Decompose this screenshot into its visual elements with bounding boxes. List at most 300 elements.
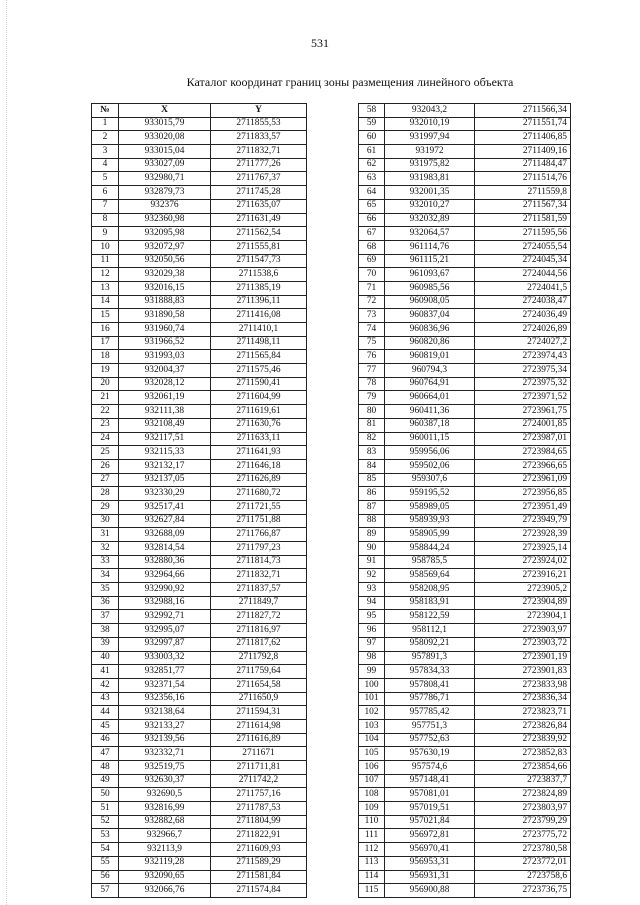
- coord-x: 933020,08: [119, 131, 211, 145]
- point-number: 101: [359, 692, 385, 706]
- coord-x: 932879,73: [119, 186, 211, 200]
- coord-x: 932139,56: [119, 733, 211, 747]
- point-number: 89: [359, 528, 385, 542]
- coord-x: 931966,52: [119, 336, 211, 350]
- coord-y: 2711595,56: [475, 227, 571, 241]
- coord-y: 2723971,52: [475, 391, 571, 405]
- table-row: [359, 610, 571, 624]
- coord-x: 932630,37: [119, 774, 211, 788]
- point-number: 36: [92, 596, 119, 610]
- coord-x: 957019,51: [385, 802, 475, 816]
- point-number: 86: [359, 487, 385, 501]
- table-row: [359, 309, 571, 323]
- coord-y: 2711711,81: [211, 761, 307, 775]
- table-row: [92, 281, 307, 295]
- coord-y: 2711631,49: [211, 213, 307, 227]
- point-number: 50: [92, 788, 119, 802]
- coord-x: 958092,21: [385, 637, 475, 651]
- table-row: [359, 856, 571, 870]
- point-number: 79: [359, 391, 385, 405]
- coord-y: 2711721,55: [211, 500, 307, 514]
- table-row: [359, 172, 571, 186]
- coord-x: 932995,07: [119, 624, 211, 638]
- point-number: 6: [92, 186, 119, 200]
- point-number: 105: [359, 747, 385, 761]
- point-number: 87: [359, 500, 385, 514]
- coord-y: 2711575,46: [211, 364, 307, 378]
- coord-x: 932851,77: [119, 665, 211, 679]
- coord-x: 932332,71: [119, 747, 211, 761]
- coord-x: 956900,88: [385, 884, 475, 898]
- coord-x: 931993,03: [119, 350, 211, 364]
- coord-x: 932064,57: [385, 227, 475, 241]
- table-row: [92, 131, 307, 145]
- table-row: [359, 446, 571, 460]
- coord-x: 932990,92: [119, 583, 211, 597]
- table-row: [92, 309, 307, 323]
- table-row: [359, 240, 571, 254]
- coord-x: 932880,36: [119, 555, 211, 569]
- coord-x: 932032,89: [385, 213, 475, 227]
- table-row: [359, 719, 571, 733]
- coord-x: 957834,33: [385, 665, 475, 679]
- coord-y: 2723987,01: [475, 432, 571, 446]
- point-number: 92: [359, 569, 385, 583]
- table-row: [359, 391, 571, 405]
- table-row: [359, 884, 571, 898]
- coord-y: 2711565,84: [211, 350, 307, 364]
- coord-x: 960819,01: [385, 350, 475, 364]
- coord-x: 932360,98: [119, 213, 211, 227]
- point-number: 49: [92, 774, 119, 788]
- coord-x: 957751,3: [385, 719, 475, 733]
- point-number: 63: [359, 172, 385, 186]
- coord-x: 932376: [119, 199, 211, 213]
- coord-y: 2711385,19: [211, 281, 307, 295]
- table-row: [359, 761, 571, 775]
- coord-y: 2711614,98: [211, 719, 307, 733]
- coord-x: 932115,33: [119, 446, 211, 460]
- point-number: 57: [92, 884, 119, 898]
- point-number: 48: [92, 761, 119, 775]
- coord-x: 932816,99: [119, 802, 211, 816]
- coord-x: 960836,96: [385, 323, 475, 337]
- coord-x: 932010,27: [385, 199, 475, 213]
- table-row: [359, 186, 571, 200]
- table-row: [92, 542, 307, 556]
- point-number: 31: [92, 528, 119, 542]
- coord-y: 2711581,84: [211, 870, 307, 884]
- table-row: [359, 583, 571, 597]
- table-row: [359, 692, 571, 706]
- coord-x: 932814,54: [119, 542, 211, 556]
- coord-x: 957808,41: [385, 678, 475, 692]
- table-row: [92, 172, 307, 186]
- coord-y: 2711551,74: [475, 117, 571, 131]
- coord-x: 933003,32: [119, 651, 211, 665]
- point-number: 94: [359, 596, 385, 610]
- table-row: [92, 158, 307, 172]
- table-row: [92, 706, 307, 720]
- point-number: 2: [92, 131, 119, 145]
- coord-x: 933027,09: [119, 158, 211, 172]
- coord-y: 2711832,71: [211, 145, 307, 159]
- table-row: [92, 569, 307, 583]
- coord-y: 2711759,64: [211, 665, 307, 679]
- coord-x: 933015,79: [119, 117, 211, 131]
- coord-x: 956972,81: [385, 829, 475, 843]
- point-number: 60: [359, 131, 385, 145]
- table-row: [359, 117, 571, 131]
- point-number: 59: [359, 117, 385, 131]
- table-row: [359, 418, 571, 432]
- table-row: [92, 186, 307, 200]
- point-number: 82: [359, 432, 385, 446]
- coord-y: 2723780,58: [475, 843, 571, 857]
- coord-y: 2711633,11: [211, 432, 307, 446]
- table-row: [92, 651, 307, 665]
- point-number: 70: [359, 268, 385, 282]
- point-number: 25: [92, 446, 119, 460]
- point-number: 41: [92, 665, 119, 679]
- table-row: [92, 856, 307, 870]
- table-row: [359, 706, 571, 720]
- table-row: [359, 637, 571, 651]
- point-number: 1: [92, 117, 119, 131]
- coord-y: 2723803,97: [475, 802, 571, 816]
- coord-y: 2711590,41: [211, 377, 307, 391]
- coord-y: 2711484,47: [475, 158, 571, 172]
- point-number: 114: [359, 870, 385, 884]
- coord-x: 931972: [385, 145, 475, 159]
- point-number: 16: [92, 323, 119, 337]
- coord-x: 957785,42: [385, 706, 475, 720]
- coord-y: 2723772,01: [475, 856, 571, 870]
- table-row: [92, 350, 307, 364]
- point-number: 34: [92, 569, 119, 583]
- point-number: 32: [92, 542, 119, 556]
- coord-y: 2711409,16: [475, 145, 571, 159]
- coord-x: 957574,6: [385, 761, 475, 775]
- coord-y: 2723916,21: [475, 569, 571, 583]
- table-row: [92, 774, 307, 788]
- coord-x: 932001,35: [385, 186, 475, 200]
- point-number: 56: [92, 870, 119, 884]
- coord-y: 2724027,2: [475, 336, 571, 350]
- coord-x: 959502,06: [385, 459, 475, 473]
- coord-y: 2711604,99: [211, 391, 307, 405]
- coord-y: 2723823,71: [475, 706, 571, 720]
- table-row: [359, 665, 571, 679]
- coord-x: 931975,82: [385, 158, 475, 172]
- point-number: 20: [92, 377, 119, 391]
- table-row: [359, 569, 571, 583]
- coord-y: 2723903,97: [475, 624, 571, 638]
- table-row: [359, 802, 571, 816]
- point-number: 77: [359, 364, 385, 378]
- coord-y: 2723758,6: [475, 870, 571, 884]
- point-number: 102: [359, 706, 385, 720]
- coord-x: 960794,3: [385, 364, 475, 378]
- point-number: 85: [359, 473, 385, 487]
- point-number: 69: [359, 254, 385, 268]
- coord-y: 2711626,89: [211, 473, 307, 487]
- point-number: 84: [359, 459, 385, 473]
- coord-x: 960664,01: [385, 391, 475, 405]
- coord-x: 960411,36: [385, 405, 475, 419]
- point-number: 62: [359, 158, 385, 172]
- header-x: X: [119, 104, 211, 118]
- coord-x: 932137,05: [119, 473, 211, 487]
- table-row: [92, 719, 307, 733]
- point-number: 80: [359, 405, 385, 419]
- point-number: 27: [92, 473, 119, 487]
- coord-y: 2723833,98: [475, 678, 571, 692]
- point-number: 68: [359, 240, 385, 254]
- coord-x: 958939,93: [385, 514, 475, 528]
- point-number: 12: [92, 268, 119, 282]
- table-row: [359, 254, 571, 268]
- coord-y: 2711745,28: [211, 186, 307, 200]
- coord-y: 2711635,07: [211, 199, 307, 213]
- table-row: [92, 323, 307, 337]
- table-header-row: [92, 104, 307, 118]
- coord-x: 932028,12: [119, 377, 211, 391]
- coord-x: 932519,75: [119, 761, 211, 775]
- coord-x: 932010,19: [385, 117, 475, 131]
- point-number: 7: [92, 199, 119, 213]
- coord-y: 2723975,32: [475, 377, 571, 391]
- coord-x: 932980,71: [119, 172, 211, 186]
- coord-x: 957786,71: [385, 692, 475, 706]
- point-number: 90: [359, 542, 385, 556]
- coord-x: 933015,04: [119, 145, 211, 159]
- coord-y: 2723904,1: [475, 610, 571, 624]
- coord-y: 2724038,47: [475, 295, 571, 309]
- table-row: [92, 788, 307, 802]
- table-row: [359, 323, 571, 337]
- table-row: [359, 733, 571, 747]
- coord-y: 2723826,84: [475, 719, 571, 733]
- table-row: [359, 651, 571, 665]
- table-row: [92, 213, 307, 227]
- table-row: [359, 281, 571, 295]
- table-row: [92, 391, 307, 405]
- point-number: 54: [92, 843, 119, 857]
- coord-y: 2723837,7: [475, 774, 571, 788]
- point-number: 11: [92, 254, 119, 268]
- table-row: [92, 227, 307, 241]
- coord-y: 2723924,02: [475, 555, 571, 569]
- coord-y: 2711566,34: [475, 104, 571, 118]
- table-row: [92, 637, 307, 651]
- coord-y: 2711814,73: [211, 555, 307, 569]
- coord-y: 2723961,75: [475, 405, 571, 419]
- table-row: [359, 336, 571, 350]
- point-number: 46: [92, 733, 119, 747]
- point-number: 39: [92, 637, 119, 651]
- coord-x: 961115,21: [385, 254, 475, 268]
- coord-y: 2723836,34: [475, 692, 571, 706]
- coord-y: 2711616,89: [211, 733, 307, 747]
- coord-y: 2711822,91: [211, 829, 307, 843]
- table-row: [92, 528, 307, 542]
- coordinates-table-right: [358, 103, 571, 898]
- table-row: [359, 158, 571, 172]
- point-number: 10: [92, 240, 119, 254]
- coord-y: 2711827,72: [211, 610, 307, 624]
- coord-y: 2711555,81: [211, 240, 307, 254]
- coord-y: 2723854,66: [475, 761, 571, 775]
- coord-y: 2711396,11: [211, 295, 307, 309]
- coord-y: 2711646,18: [211, 459, 307, 473]
- coord-x: 931890,58: [119, 309, 211, 323]
- table-row: [92, 761, 307, 775]
- point-number: 98: [359, 651, 385, 665]
- point-number: 106: [359, 761, 385, 775]
- coord-x: 932111,38: [119, 405, 211, 419]
- table-row: [359, 377, 571, 391]
- coord-y: 2711671: [211, 747, 307, 761]
- table-row: [359, 555, 571, 569]
- point-number: 28: [92, 487, 119, 501]
- coord-y: 2711680,72: [211, 487, 307, 501]
- coord-y: 2711619,61: [211, 405, 307, 419]
- coord-x: 932119,28: [119, 856, 211, 870]
- coord-x: 959307,6: [385, 473, 475, 487]
- table-row: [92, 254, 307, 268]
- point-number: 4: [92, 158, 119, 172]
- point-number: 78: [359, 377, 385, 391]
- point-number: 103: [359, 719, 385, 733]
- point-number: 53: [92, 829, 119, 843]
- coord-x: 932108,49: [119, 418, 211, 432]
- coord-x: 932090,65: [119, 870, 211, 884]
- table-row: [359, 815, 571, 829]
- coord-y: 2711849,7: [211, 596, 307, 610]
- point-number: 15: [92, 309, 119, 323]
- table-row: [359, 145, 571, 159]
- coord-x: 956970,41: [385, 843, 475, 857]
- table-row: [359, 774, 571, 788]
- table-row: [359, 596, 571, 610]
- table-row: [92, 815, 307, 829]
- point-number: 38: [92, 624, 119, 638]
- coord-y: 2711594,31: [211, 706, 307, 720]
- coord-y: 2724044,56: [475, 268, 571, 282]
- point-number: 24: [92, 432, 119, 446]
- coord-y: 2723975,34: [475, 364, 571, 378]
- coord-x: 932138,64: [119, 706, 211, 720]
- coord-y: 2723984,65: [475, 446, 571, 460]
- table-row: [359, 295, 571, 309]
- coord-x: 957630,19: [385, 747, 475, 761]
- table-row: [359, 624, 571, 638]
- coord-x: 958112,1: [385, 624, 475, 638]
- point-number: 72: [359, 295, 385, 309]
- table-row: [359, 747, 571, 761]
- table-row: [92, 145, 307, 159]
- coord-y: 2723799,29: [475, 815, 571, 829]
- table-row: [92, 336, 307, 350]
- coord-x: 932117,51: [119, 432, 211, 446]
- coord-y: 2711816,97: [211, 624, 307, 638]
- table-row: [359, 487, 571, 501]
- coord-x: 958844,24: [385, 542, 475, 556]
- point-number: 91: [359, 555, 385, 569]
- point-number: 3: [92, 145, 119, 159]
- coord-y: 2723956,85: [475, 487, 571, 501]
- point-number: 65: [359, 199, 385, 213]
- coord-x: 932371,54: [119, 678, 211, 692]
- table-row: [92, 500, 307, 514]
- coord-x: 956953,31: [385, 856, 475, 870]
- coord-x: 932356,16: [119, 692, 211, 706]
- point-number: 45: [92, 719, 119, 733]
- coord-y: 2724045,34: [475, 254, 571, 268]
- coord-x: 932072,97: [119, 240, 211, 254]
- coord-x: 932964,66: [119, 569, 211, 583]
- point-number: 81: [359, 418, 385, 432]
- coord-y: 2723775,72: [475, 829, 571, 843]
- header-y: Y: [211, 104, 307, 118]
- coord-x: 931960,74: [119, 323, 211, 337]
- coord-y: 2711589,29: [211, 856, 307, 870]
- table-row: [359, 405, 571, 419]
- coord-x: 932997,87: [119, 637, 211, 651]
- table-row: [92, 624, 307, 638]
- coord-y: 2711837,57: [211, 583, 307, 597]
- coord-x: 958905,99: [385, 528, 475, 542]
- coord-y: 2711654,58: [211, 678, 307, 692]
- coord-y: 2711650,9: [211, 692, 307, 706]
- table-row: [92, 692, 307, 706]
- coord-y: 2711416,08: [211, 309, 307, 323]
- table-row: [359, 268, 571, 282]
- table-row: [92, 870, 307, 884]
- table-row: [359, 350, 571, 364]
- coord-y: 2711630,76: [211, 418, 307, 432]
- table-row: [92, 459, 307, 473]
- table-row: [92, 747, 307, 761]
- table-row: [92, 240, 307, 254]
- coord-y: 2711832,71: [211, 569, 307, 583]
- coord-y: 2723904,89: [475, 596, 571, 610]
- coord-x: 932113,9: [119, 843, 211, 857]
- table-row: [92, 733, 307, 747]
- coord-y: 2711757,16: [211, 788, 307, 802]
- coord-y: 2711742,2: [211, 774, 307, 788]
- coord-x: 932992,71: [119, 610, 211, 624]
- point-number: 21: [92, 391, 119, 405]
- coord-x: 957148,41: [385, 774, 475, 788]
- coord-y: 2711567,34: [475, 199, 571, 213]
- point-number: 112: [359, 843, 385, 857]
- point-number: 73: [359, 309, 385, 323]
- table-row: [92, 473, 307, 487]
- coord-x: 958208,95: [385, 583, 475, 597]
- table-row: [92, 117, 307, 131]
- point-number: 64: [359, 186, 385, 200]
- point-number: 104: [359, 733, 385, 747]
- table-row: [359, 870, 571, 884]
- point-number: 22: [92, 405, 119, 419]
- coord-x: 958122,59: [385, 610, 475, 624]
- table-row: [92, 487, 307, 501]
- point-number: 115: [359, 884, 385, 898]
- table-row: [92, 295, 307, 309]
- coord-x: 932882,68: [119, 815, 211, 829]
